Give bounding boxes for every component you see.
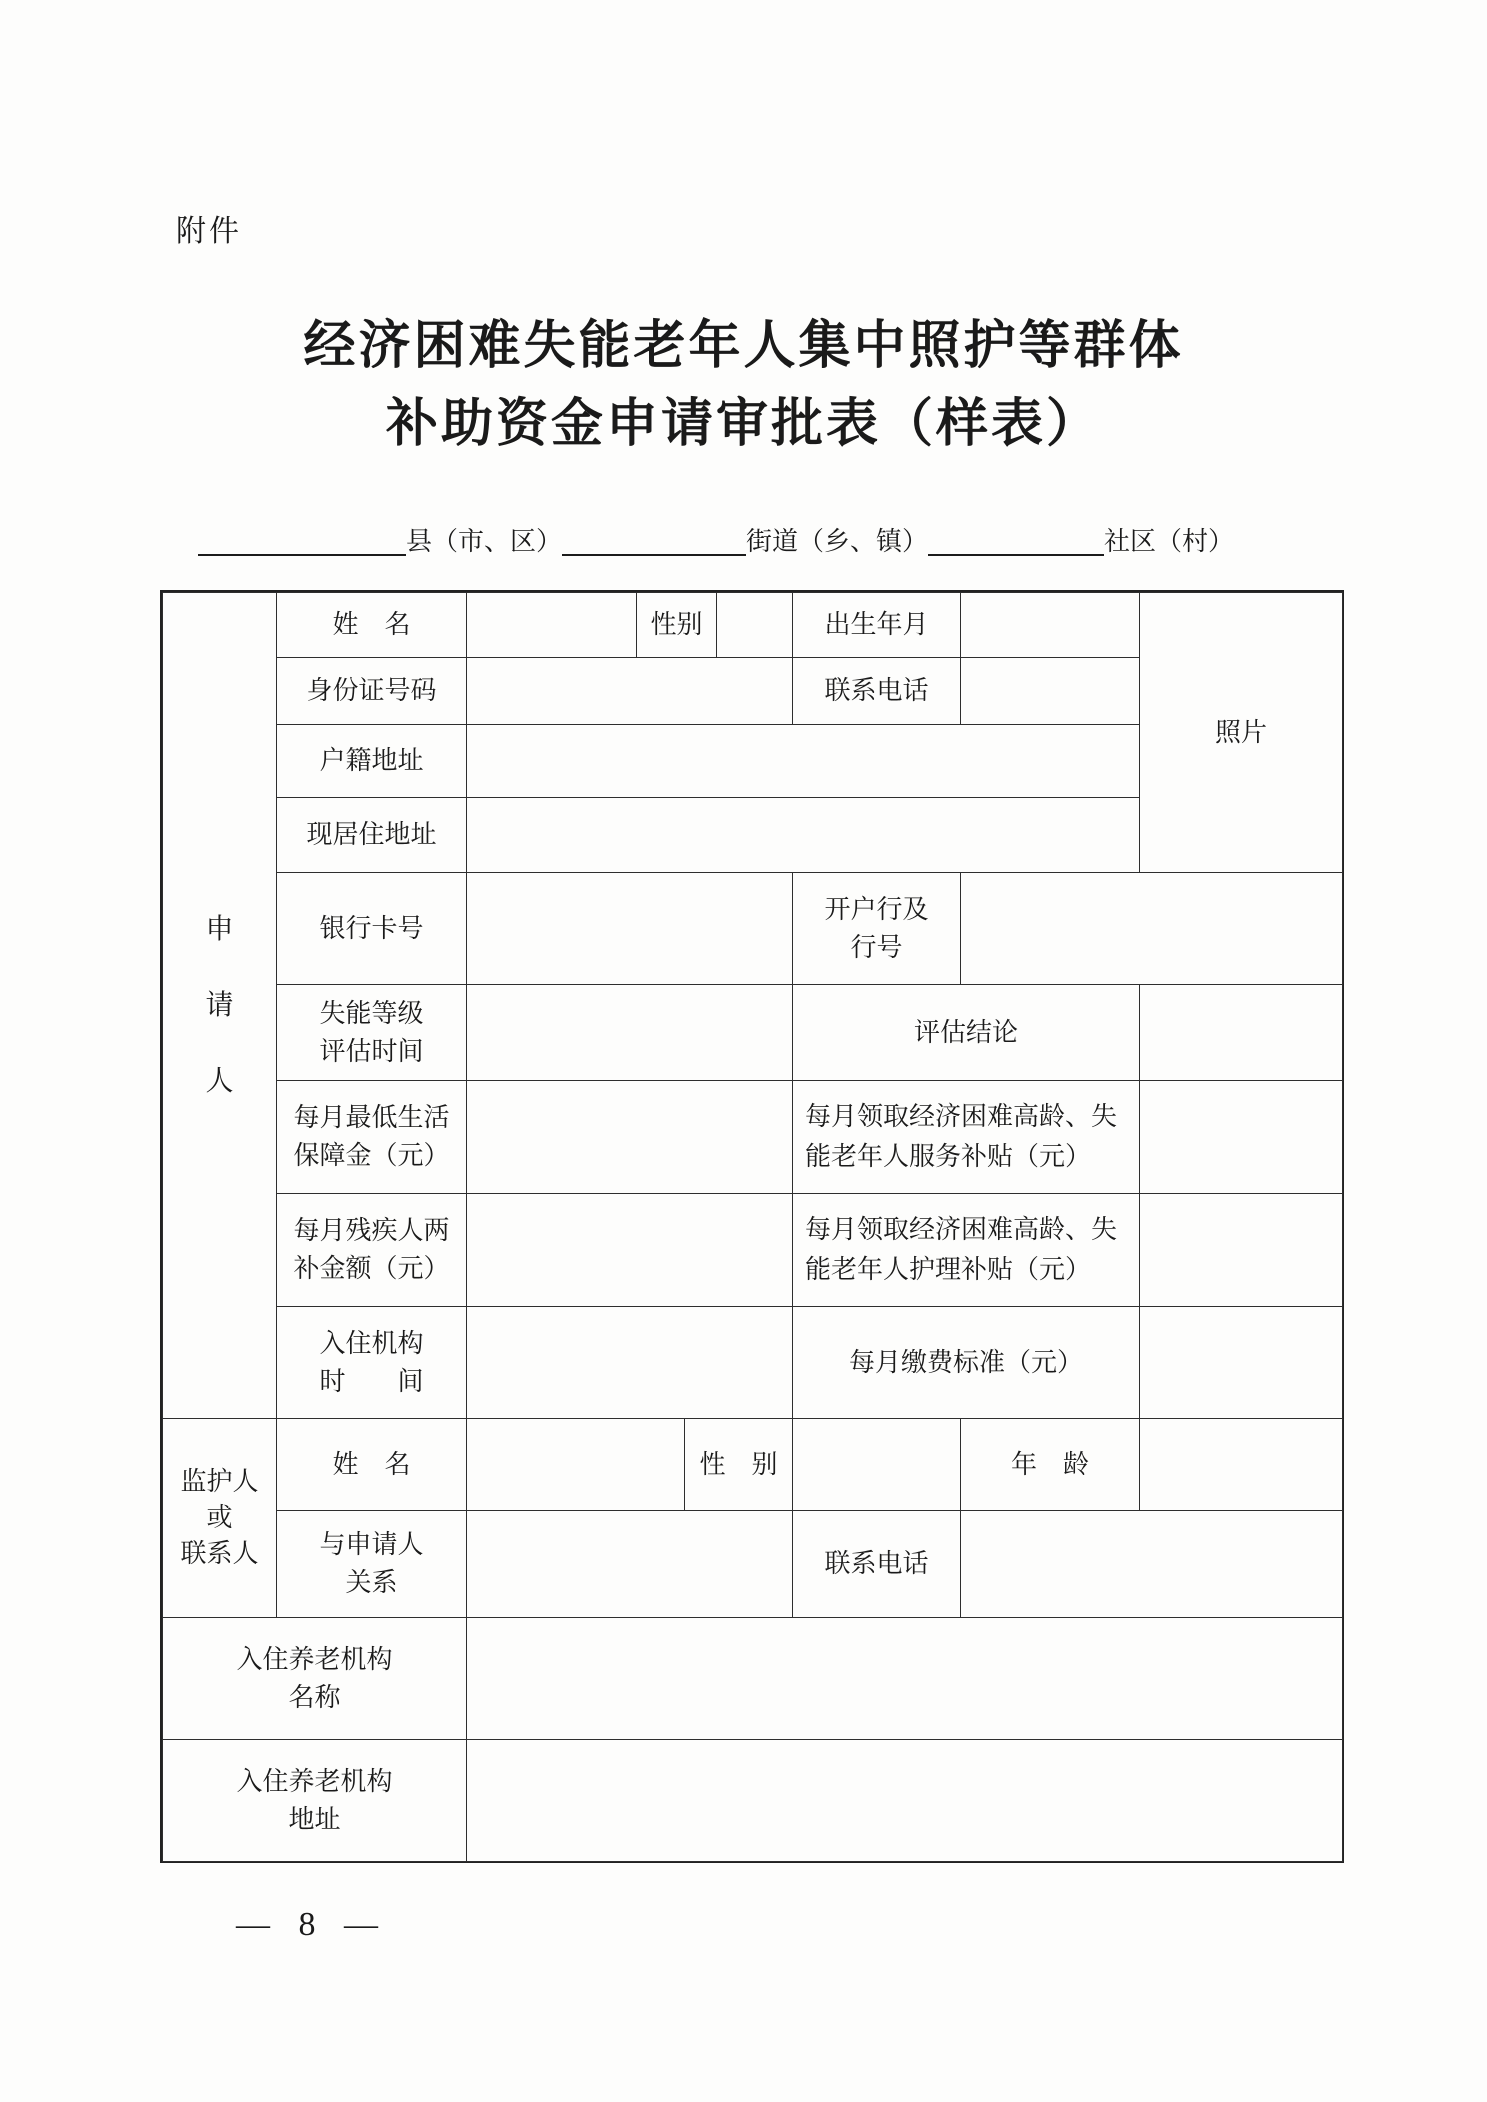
county-label: 县（市、区） (406, 527, 563, 556)
service-subsidy-label-line1: 每月领取经济困难高龄、失 (805, 1102, 1118, 1131)
community-label: 社区（村） (1104, 527, 1235, 556)
applicant-phone-label: 联系电话 (792, 657, 961, 725)
guardian-relation-label-line2: 关系 (345, 1568, 398, 1597)
guardian-group-label-line2: 或 (206, 1503, 233, 1532)
min-living-allowance-label-line1: 每月最低生活 (293, 1103, 450, 1132)
form-title (0, 308, 1487, 464)
street-blank-line (562, 520, 746, 556)
guardian-group-label-line3: 联系人 (180, 1539, 259, 1568)
nursing-subsidy-label (792, 1193, 1140, 1307)
applicant-group-label: 申请人 (205, 913, 234, 1097)
guardian-name-label: 姓 名 (276, 1418, 467, 1511)
guardian-name-value-cell (466, 1418, 685, 1511)
nursing-subsidy-label-line2: 能老年人护理补贴（元） (805, 1255, 1092, 1284)
applicant-id-value-cell (466, 657, 793, 725)
disability-assessment-label-line2: 评估时间 (319, 1036, 424, 1066)
admission-time-label-line1: 入住机构 (319, 1328, 424, 1358)
guardian-age-label: 年 龄 (960, 1418, 1140, 1511)
institution-address-label (162, 1739, 467, 1862)
bank-card-label: 银行卡号 (276, 872, 467, 985)
guardian-phone-value-cell (960, 1510, 1343, 1618)
applicant-id-label: 身份证号码 (276, 657, 467, 725)
institution-name-label (162, 1617, 467, 1740)
applicant-group-cell (162, 592, 277, 1419)
guardian-relation-value-cell (466, 1510, 793, 1618)
bank-branch-value-cell (960, 872, 1343, 985)
guardian-group-label-line1: 监护人 (180, 1467, 259, 1496)
institution-address-label-line1: 入住养老机构 (236, 1766, 393, 1796)
guardian-age-value-cell (1139, 1418, 1343, 1511)
min-living-allowance-value-cell (466, 1080, 793, 1194)
guardian-phone-label: 联系电话 (792, 1510, 961, 1618)
institution-name-label-line1: 入住养老机构 (236, 1644, 393, 1674)
location-line (198, 520, 1234, 558)
applicant-name-label: 姓 名 (276, 592, 467, 658)
registered-address-label: 户籍地址 (276, 724, 467, 798)
assessment-result-label: 评估结论 (792, 984, 1140, 1081)
county-blank-line (198, 520, 406, 556)
disability-assessment-value-cell (466, 984, 793, 1081)
min-living-allowance-label-line2: 保障金（元） (293, 1141, 450, 1170)
disability-assessment-label (276, 984, 467, 1081)
institution-name-label-line2: 名称 (288, 1682, 341, 1712)
guardian-gender-label: 性 别 (684, 1418, 793, 1511)
application-form-table (160, 590, 1344, 1863)
community-blank-line (928, 520, 1104, 556)
admission-time-label (276, 1306, 467, 1419)
registered-address-value-cell (466, 724, 1140, 798)
form-title-line2: 补助资金申请审批表（样表） (385, 396, 1101, 453)
service-subsidy-value-cell (1139, 1080, 1343, 1194)
current-address-value-cell (466, 797, 1140, 873)
applicant-name-value-cell (466, 592, 637, 658)
admission-time-label-line2: 时 间 (319, 1366, 424, 1396)
disabled-two-subsidies-label-line1: 每月残疾人两 (293, 1216, 450, 1245)
applicant-phone-value-cell (960, 657, 1140, 725)
form-title-line1: 经济困难失能老年人集中照护等群体 (303, 318, 1184, 375)
applicant-gender-label: 性别 (636, 592, 717, 658)
institution-address-label-line2: 地址 (288, 1804, 341, 1834)
institution-address-value-cell (466, 1739, 1343, 1862)
bank-card-value-cell (466, 872, 793, 985)
admission-time-value-cell (466, 1306, 793, 1419)
disabled-two-subsidies-label-line2: 补金额（元） (293, 1254, 450, 1283)
nursing-subsidy-label-line1: 每月领取经济困难高龄、失 (805, 1215, 1118, 1244)
guardian-group-cell (162, 1418, 277, 1618)
disabled-two-subsidies-label (276, 1193, 467, 1307)
nursing-subsidy-value-cell (1139, 1193, 1343, 1307)
applicant-birth-value-cell (960, 592, 1140, 658)
monthly-fee-label: 每月缴费标准（元） (792, 1306, 1140, 1419)
institution-name-value-cell (466, 1617, 1343, 1740)
min-living-allowance-label (276, 1080, 467, 1194)
monthly-fee-value-cell (1139, 1306, 1343, 1419)
current-address-label: 现居住地址 (276, 797, 467, 873)
attachment-label: 附件 (176, 215, 242, 248)
guardian-relation-label-line1: 与申请人 (319, 1530, 424, 1559)
guardian-gender-value-cell (792, 1418, 961, 1511)
guardian-relation-label (276, 1510, 467, 1618)
service-subsidy-label (792, 1080, 1140, 1194)
photo-cell: 照片 (1139, 592, 1343, 873)
bank-branch-label-line2: 行号 (850, 932, 903, 962)
bank-branch-label (792, 872, 961, 985)
assessment-result-value-cell (1139, 984, 1343, 1081)
bank-branch-label-line1: 开户行及 (824, 894, 929, 924)
service-subsidy-label-line2: 能老年人服务补贴（元） (805, 1142, 1092, 1171)
disability-assessment-label-line1: 失能等级 (319, 998, 424, 1028)
street-label: 街道（乡、镇） (746, 527, 929, 556)
disabled-two-subsidies-value-cell (466, 1193, 793, 1307)
page-number: — 8 — (236, 1906, 388, 1943)
applicant-birth-label: 出生年月 (792, 592, 961, 658)
applicant-gender-value-cell (716, 592, 793, 658)
